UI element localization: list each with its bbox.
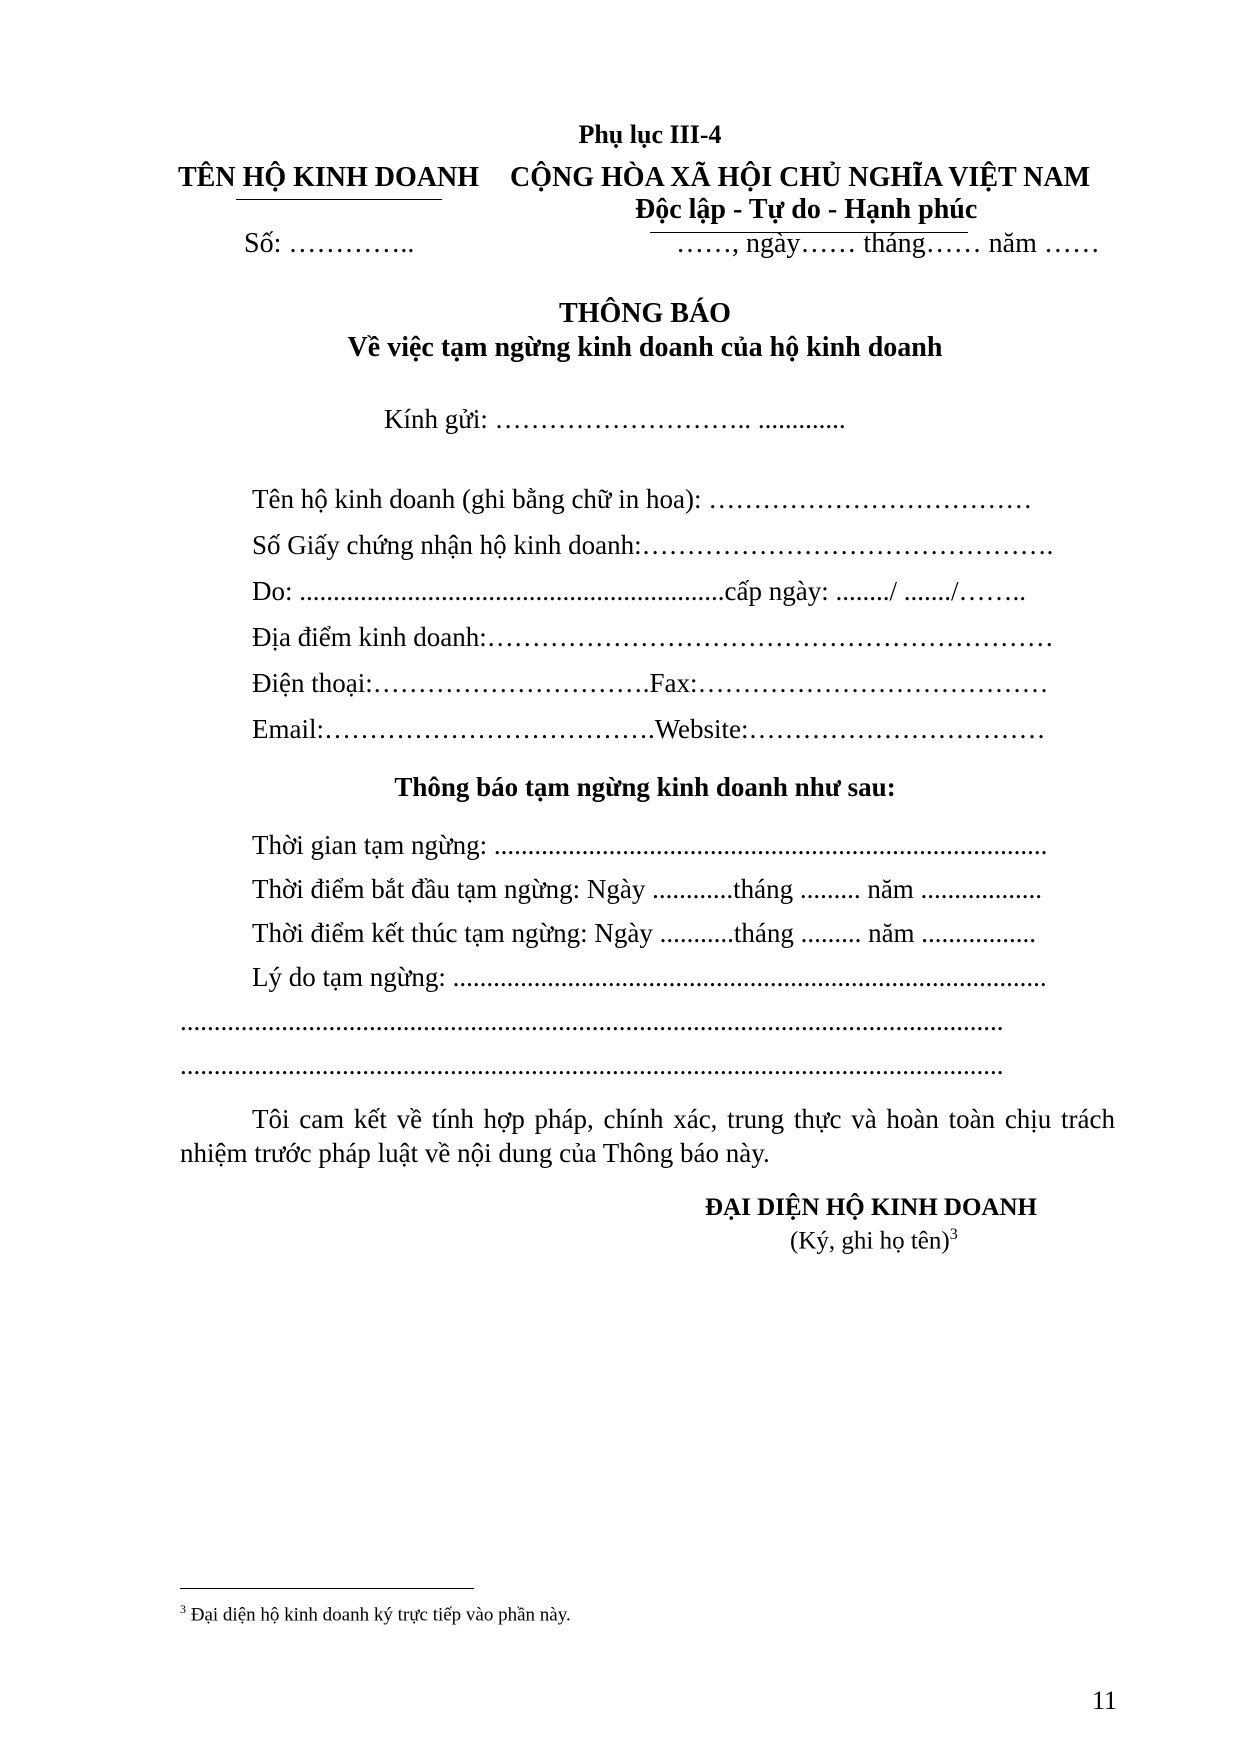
field-business-name: Tên hộ kinh doanh (ghi bằng chữ in hoa): ……………………………… (252, 484, 1033, 514)
org-name: TÊN HỘ KINH DOANH (178, 162, 480, 193)
document-subtitle: Về việc tạm ngừng kinh doanh của hộ kinh doanh (347, 332, 943, 363)
reason-line-2: .......................................................................................................................... (180, 1050, 1004, 1080)
appendix-label: Phụ lục III-4 (578, 120, 722, 149)
org-name-underline (236, 199, 442, 200)
country-name: CỘNG HÒA XÃ HỘI CHỦ NGHĨA VIỆT NAM (510, 162, 1091, 193)
field-issued-by: Do: ...............................................................cấp ngày: ......../ ......./…….. (252, 576, 1026, 606)
national-motto: Độc lập - Tự do - Hạnh phúc (635, 194, 978, 225)
reason-line-1: .......................................................................................................................... (180, 1006, 1004, 1036)
field-certificate-number: Số Giấy chứng nhận hộ kinh doanh:………………………………………. (252, 530, 1054, 560)
signature-note: (Ký, ghi họ tên)$^3$ (790, 1226, 958, 1255)
field-suspension-period: Thời gian tạm ngừng: .................................................................................. (252, 830, 1048, 860)
field-email-website: Email:……………………………….Website:…………………………… (252, 714, 1046, 744)
footnote-number: 3 (180, 1602, 186, 1616)
field-start-date: Thời điểm bắt đầu tạm ngừng: Ngày ............tháng ......... năm .................. (252, 874, 1043, 904)
field-business-location: Địa điểm kinh doanh:……………………………………………………… (252, 622, 1054, 652)
document-number: Số: ………….. (244, 228, 415, 259)
page-number: 11 (1092, 1686, 1118, 1715)
footnote (180, 1602, 571, 1626)
field-reason: Lý do tạm ngừng: ........................................................................................ (252, 962, 1047, 992)
footnote-reference: 3 (949, 1226, 958, 1243)
recipient-line: Kính gửi: ……………………….. ............. (384, 404, 846, 434)
field-end-date: Thời điểm kết thúc tạm ngừng: Ngày ...........tháng ......... năm ................. (252, 918, 1037, 948)
footnote-text: Đại diện hộ kinh doanh ký trực tiếp vào phần này. (190, 1604, 571, 1626)
signature-title: ĐẠI DIỆN HỘ KINH DOANH (705, 1194, 1037, 1221)
section-heading: Thông báo tạm ngừng kinh doanh như sau: (394, 772, 896, 802)
date-line: ……, ngày…… tháng…… năm …… (676, 228, 1100, 259)
commitment-paragraph: Tôi cam kết về tính hợp pháp, chính xác, trung thực và hoàn toàn chịu trách nhiệm trước pháp luật về nội dung của Thông báo này. (180, 1104, 1115, 1168)
footnote-separator (180, 1588, 474, 1589)
field-phone-fax: Điện thoại:………………………….Fax:………………………………… (252, 668, 1049, 698)
document-title: THÔNG BÁO (559, 298, 731, 329)
